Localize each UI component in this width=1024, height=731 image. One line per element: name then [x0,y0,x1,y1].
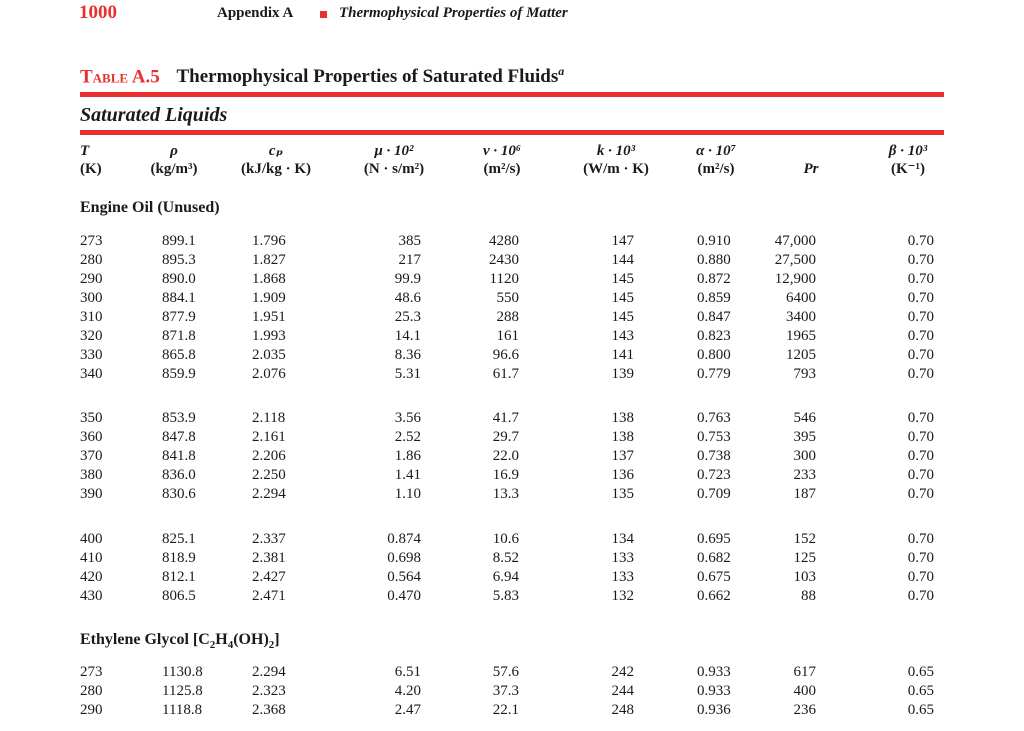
cell-viscosity: 1.41 [394,467,421,483]
cell-viscosity: 1.86 [394,448,421,464]
cell-viscosity: 48.6 [394,290,421,306]
cell-density: 1125.8 [162,683,203,699]
cell-specific-heat: 2.250 [252,467,286,483]
cell-thermal-diffusivity: 0.662 [697,588,731,604]
column-symbol: α · 10⁷ [696,143,736,159]
cell-thermal-diffusivity: 0.872 [697,271,731,287]
cell-specific-heat: 2.337 [252,531,286,547]
cell-specific-heat: 1.868 [252,271,286,287]
cell-temperature: 350 [80,410,103,426]
cell-density: 877.9 [162,309,196,325]
cell-viscosity: 0.874 [387,531,421,547]
cell-kinematic-viscosity: 37.3 [492,683,519,699]
table-row [0,588,1024,607]
cell-specific-heat: 2.368 [252,702,286,718]
cell-kinematic-viscosity: 57.6 [492,664,519,680]
column-header-T [80,142,102,178]
cell-temperature: 360 [80,429,103,445]
column-unit: (K⁻¹) [890,161,926,177]
cell-thermal-diffusivity: 0.753 [697,429,731,445]
cell-specific-heat: 2.206 [252,448,286,464]
cell-specific-heat: 2.381 [252,550,286,566]
cell-prandtl-number: 233 [793,467,816,483]
column-header-beta [868,142,948,178]
cell-thermal-diffusivity: 0.800 [697,347,731,363]
column-unit: (kJ/kg · K) [240,161,311,177]
cell-temperature: 400 [80,531,103,547]
cell-specific-heat: 2.118 [252,410,286,426]
column-header-alpha [678,142,754,178]
cell-temperature: 273 [80,664,103,680]
cell-density: 812.1 [162,569,196,585]
cell-kinematic-viscosity: 2430 [489,252,519,268]
cell-specific-heat: 2.323 [252,683,286,699]
cell-density: 847.8 [162,429,196,445]
cell-thermal-diffusivity: 0.880 [697,252,731,268]
table-row [0,683,1024,702]
cell-prandtl-number: 793 [793,366,816,382]
cell-temperature: 410 [80,550,103,566]
cell-thermal-diffusivity: 0.933 [697,683,731,699]
row-group [0,410,1024,505]
column-unit: (N · s/m²) [363,161,425,177]
cell-thermal-diffusivity: 0.695 [697,531,731,547]
cell-expansion-coefficient: 0.70 [907,328,934,344]
table-row [0,448,1024,467]
cell-temperature: 390 [80,486,103,502]
cell-expansion-coefficient: 0.65 [907,702,934,718]
cell-viscosity: 4.20 [394,683,421,699]
column-headers [0,142,1024,186]
cell-prandtl-number: 152 [793,531,816,547]
cell-thermal-conductivity: 138 [611,429,634,445]
cell-kinematic-viscosity: 10.6 [492,531,519,547]
cell-expansion-coefficient: 0.70 [907,588,934,604]
cell-thermal-conductivity: 248 [611,702,634,718]
table-row [0,467,1024,486]
cell-temperature: 280 [80,252,103,268]
cell-thermal-conductivity: 145 [611,309,634,325]
cell-thermal-diffusivity: 0.936 [697,702,731,718]
cell-thermal-diffusivity: 0.763 [697,410,731,426]
cell-prandtl-number: 88 [801,588,816,604]
table-row [0,702,1024,721]
cell-viscosity: 385 [398,233,421,249]
cell-prandtl-number: 1965 [786,328,816,344]
cell-density: 871.8 [162,328,196,344]
cell-temperature: 280 [80,683,103,699]
cell-prandtl-number: 400 [793,683,816,699]
cell-thermal-conductivity: 145 [611,290,634,306]
row-group [0,531,1024,607]
cell-prandtl-number: 3400 [786,309,816,325]
section-label-ethylene-glycol: Ethylene Glycol $[C_2H_4(OH)_2]$ [80,631,280,652]
cell-thermal-conductivity: 139 [611,366,634,382]
cell-kinematic-viscosity: 1120 [489,271,519,287]
top-rule [80,92,944,97]
cell-prandtl-number: 236 [793,702,816,718]
table-subtitle: Saturated Liquids [80,104,228,126]
cell-expansion-coefficient: 0.70 [907,569,934,585]
cell-thermal-conductivity: 137 [611,448,634,464]
cell-viscosity: 2.52 [394,429,421,445]
column-symbol: Pr [803,161,819,177]
table-row [0,429,1024,448]
cell-kinematic-viscosity: 288 [496,309,519,325]
row-group [0,233,1024,385]
table-row [0,410,1024,429]
cell-viscosity: 14.1 [394,328,421,344]
cell-thermal-conductivity: 133 [611,569,634,585]
table-row [0,271,1024,290]
cell-prandtl-number: 1205 [786,347,816,363]
cell-density: 818.9 [162,550,196,566]
cell-expansion-coefficient: 0.70 [907,290,934,306]
cell-specific-heat: 2.294 [252,486,286,502]
cell-kinematic-viscosity: 22.1 [492,702,519,718]
cell-prandtl-number: 617 [793,664,816,680]
cell-temperature: 430 [80,588,103,604]
cell-temperature: 330 [80,347,103,363]
table-row [0,550,1024,569]
column-unit: (m²/s) [483,161,521,177]
column-header-k [566,142,666,178]
table-row [0,366,1024,385]
cell-expansion-coefficient: 0.70 [907,429,934,445]
cell-specific-heat: 1.796 [252,233,286,249]
column-unit: (W/m · K) [583,161,649,177]
cell-viscosity: 8.36 [394,347,421,363]
cell-density: 865.8 [162,347,196,363]
table-row [0,233,1024,252]
cell-kinematic-viscosity: 5.83 [492,588,519,604]
column-unit: (kg/m³) [150,161,198,177]
cell-viscosity: 0.698 [387,550,421,566]
cell-density: 895.3 [162,252,196,268]
table-title: Thermophysical Properties of Saturated Fluids [176,66,559,88]
cell-thermal-diffusivity: 0.847 [697,309,731,325]
cell-thermal-conductivity: 136 [611,467,634,483]
cell-prandtl-number: 125 [793,550,816,566]
cell-specific-heat: 2.294 [252,664,286,680]
column-header-nu [460,142,544,178]
cell-temperature: 340 [80,366,103,382]
cell-prandtl-number: 27,500 [774,252,816,268]
cell-prandtl-number: 300 [793,448,816,464]
cell-thermal-conductivity: 145 [611,271,634,287]
cell-prandtl-number: 187 [793,486,816,502]
cell-temperature: 273 [80,233,103,249]
column-symbol: μ · 10² [374,143,414,159]
cell-thermal-diffusivity: 0.738 [697,448,731,464]
cell-viscosity: 2.47 [394,702,421,718]
header-rule [80,130,944,135]
cell-prandtl-number: 395 [793,429,816,445]
table-row [0,531,1024,550]
cell-expansion-coefficient: 0.70 [907,309,934,325]
cell-kinematic-viscosity: 22.0 [492,448,519,464]
cell-expansion-coefficient: 0.70 [907,366,934,382]
cell-thermal-conductivity: 135 [611,486,634,502]
footnote-mark: a [558,64,565,78]
cell-expansion-coefficient: 0.70 [907,448,934,464]
column-header-pr [786,160,836,178]
appendix-label: Appendix A [217,5,294,21]
cell-specific-heat: 2.035 [252,347,286,363]
cell-specific-heat: 1.951 [252,309,286,325]
cell-thermal-conductivity: 143 [611,328,634,344]
table-row [0,486,1024,505]
cell-viscosity: 6.51 [394,664,421,680]
cell-temperature: 310 [80,309,103,325]
cell-expansion-coefficient: 0.70 [907,410,934,426]
cell-expansion-coefficient: 0.65 [907,683,934,699]
table-row [0,290,1024,309]
column-symbol: β · 10³ [888,143,928,159]
cell-expansion-coefficient: 0.65 [907,664,934,680]
table-label: Table A.5 [80,66,160,88]
cell-temperature: 420 [80,569,103,585]
cell-expansion-coefficient: 0.70 [907,271,934,287]
cell-thermal-conductivity: 134 [611,531,634,547]
cell-thermal-conductivity: 242 [611,664,634,680]
square-bullet-icon [320,11,327,18]
cell-kinematic-viscosity: 13.3 [492,486,519,502]
cell-specific-heat: 1.993 [252,328,286,344]
cell-thermal-conductivity: 133 [611,550,634,566]
column-unit: (K) [80,161,102,177]
cell-prandtl-number: 12,900 [774,271,816,287]
table-caption [80,64,564,88]
cell-temperature: 320 [80,328,103,344]
cell-specific-heat: 2.076 [252,366,286,382]
cell-thermal-conductivity: 132 [611,588,634,604]
appendix-title: Thermophysical Properties of Matter [339,5,568,21]
cell-expansion-coefficient: 0.70 [907,467,934,483]
cell-kinematic-viscosity: 4280 [489,233,519,249]
cell-temperature: 290 [80,702,103,718]
page-number: 1000 [79,2,117,23]
cell-density: 1118.8 [162,702,203,718]
cell-temperature: 290 [80,271,103,287]
cell-viscosity: 0.564 [387,569,421,585]
running-head [79,2,949,26]
cell-viscosity: 99.9 [394,271,421,287]
table-row [0,252,1024,271]
cell-density: 859.9 [162,366,196,382]
cell-prandtl-number: 103 [793,569,816,585]
column-symbol: ρ [170,143,178,159]
cell-thermal-diffusivity: 0.910 [697,233,731,249]
cell-prandtl-number: 546 [793,410,816,426]
cell-density: 1130.8 [162,664,203,680]
cell-expansion-coefficient: 0.70 [907,550,934,566]
cell-specific-heat: 2.427 [252,569,286,585]
table-row [0,328,1024,347]
cell-kinematic-viscosity: 96.6 [492,347,519,363]
column-symbol: cₚ [268,143,284,159]
cell-prandtl-number: 47,000 [774,233,816,249]
cell-specific-heat: 1.909 [252,290,286,306]
cell-kinematic-viscosity: 6.94 [492,569,519,585]
table-row [0,347,1024,366]
cell-density: 841.8 [162,448,196,464]
cell-kinematic-viscosity: 16.9 [492,467,519,483]
cell-specific-heat: 2.471 [252,588,286,604]
cell-thermal-diffusivity: 0.709 [697,486,731,502]
table-row [0,309,1024,328]
cell-prandtl-number: 6400 [786,290,816,306]
cell-temperature: 300 [80,290,103,306]
cell-kinematic-viscosity: 61.7 [492,366,519,382]
cell-viscosity: 217 [398,252,421,268]
cell-viscosity: 25.3 [394,309,421,325]
cell-expansion-coefficient: 0.70 [907,233,934,249]
table-row [0,569,1024,588]
cell-viscosity: 5.31 [394,366,421,382]
section-label-engine-oil: Engine Oil (Unused) [80,199,220,216]
cell-thermal-diffusivity: 0.859 [697,290,731,306]
cell-thermal-conductivity: 147 [611,233,634,249]
column-header-rho [136,142,212,178]
cell-kinematic-viscosity: 161 [496,328,519,344]
cell-expansion-coefficient: 0.70 [907,486,934,502]
cell-specific-heat: 2.161 [252,429,286,445]
cell-density: 890.0 [162,271,196,287]
cell-thermal-conductivity: 141 [611,347,634,363]
cell-density: 836.0 [162,467,196,483]
cell-thermal-diffusivity: 0.682 [697,550,731,566]
cell-temperature: 370 [80,448,103,464]
cell-thermal-conductivity: 144 [611,252,634,268]
table-row [0,664,1024,683]
cell-kinematic-viscosity: 41.7 [492,410,519,426]
cell-kinematic-viscosity: 8.52 [492,550,519,566]
row-group [0,664,1024,721]
cell-thermal-diffusivity: 0.723 [697,467,731,483]
cell-viscosity: 1.10 [394,486,421,502]
cell-specific-heat: 1.827 [252,252,286,268]
cell-viscosity: 0.470 [387,588,421,604]
cell-expansion-coefficient: 0.70 [907,252,934,268]
cell-expansion-coefficient: 0.70 [907,531,934,547]
cell-density: 825.1 [162,531,196,547]
cell-thermal-diffusivity: 0.823 [697,328,731,344]
cell-thermal-conductivity: 244 [611,683,634,699]
cell-density: 806.5 [162,588,196,604]
column-header-cp [228,142,324,178]
cell-density: 884.1 [162,290,196,306]
cell-density: 853.9 [162,410,196,426]
cell-viscosity: 3.56 [394,410,421,426]
cell-thermal-diffusivity: 0.933 [697,664,731,680]
cell-density: 899.1 [162,233,196,249]
cell-density: 830.6 [162,486,196,502]
column-unit: (m²/s) [697,161,735,177]
cell-thermal-conductivity: 138 [611,410,634,426]
cell-kinematic-viscosity: 550 [496,290,519,306]
cell-thermal-diffusivity: 0.675 [697,569,731,585]
column-symbol: T [80,143,90,159]
cell-kinematic-viscosity: 29.7 [492,429,519,445]
cell-thermal-diffusivity: 0.779 [697,366,731,382]
cell-temperature: 380 [80,467,103,483]
cell-expansion-coefficient: 0.70 [907,347,934,363]
column-header-mu [346,142,442,178]
column-symbol: k · 10³ [596,143,636,159]
column-symbol: ν · 10⁶ [482,143,522,159]
